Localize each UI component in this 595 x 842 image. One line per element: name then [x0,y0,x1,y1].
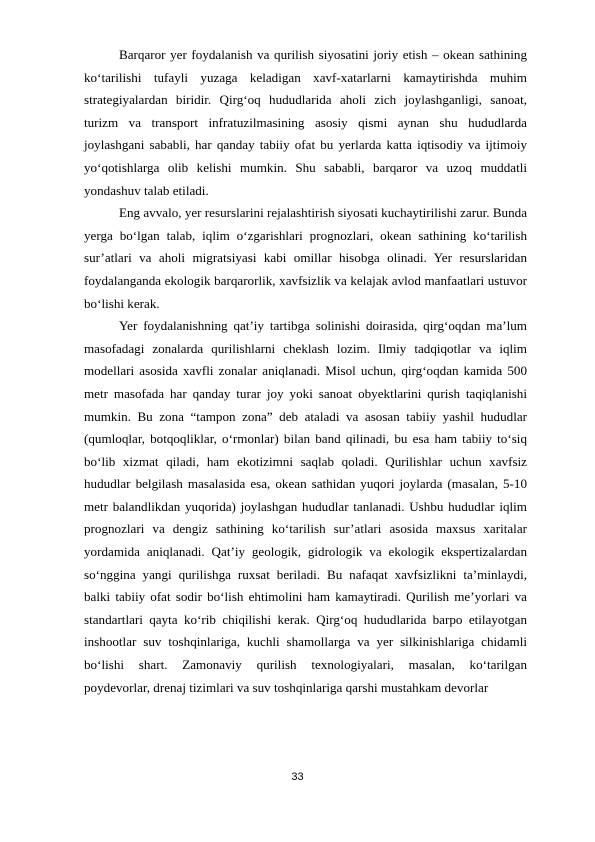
paragraph-1: Barqaror yer foydalanish va qurilish siyosatini joriy etish – okean sathining ko‘tarilishi tufayli yuzaga keladigan xavf-xatarlarni kamaytirishda muhim strategiyalardan biridir. Qirg‘oq hududlarida aholi zich joylashganligi, sanoat, turizm va transport infratuzilmasining asosiy qismi aynan shu hududlarda joylashgani sababli, har qanday tabiiy ofat bu yerlarda katta iqtisodiy va ijtimoiy yo‘qotishlarga olib kelishi mumkin. Shu sababli, barqaror va uzoq muddatli yondashuv talab etiladi. [84,47,527,198]
page-number: 33 [291,771,304,783]
document-body [84,44,527,699]
paragraph-2: Eng avvalo, yer resurslarini rejalashtirish siyosati kuchaytirilishi zarur. Bunda yerga bo‘lgan talab, iqlim o‘zgarishlari prognozlari, okean sathining ko‘tarilish sur’atlari va aholi migratsiyasi kabi omillar hisobga olinadi. Yer resurslaridan foydalanganda ekologik barqarorlik, xavfsizlik va kelajak avlod manfaatlari ustuvor bo‘lishi kerak. [84,205,527,311]
paragraph-3: Yer foydalanishning qat’iy tartibga solinishi doirasida, qirg‘oqdan ma’lum masofadagi zonalarda qurilishlarni cheklash lozim. Ilmiy tadqiqotlar va iqlim modellari asosida xavfli zonalar aniqlanadi. Misol uchun, qirg‘oqdan kamida 500 metr masofada har qanday turar joy yoki sanoat obyektlarini qurish taqiqlanishi mumkin. Bu zona “tampon zona” deb ataladi va asosan tabiiy yashil hududlar (qumloqlar, botqoqliklar, o‘rmonlar) bilan band qilinadi, bu esa ham tabiiy to‘siq bo‘lib xizmat qiladi, ham ekotizimni saqlab qoladi. Qurilishlar uchun xavfsiz hududlar belgilash masalasida esa, okean sathidan yuqori joylarda (masalan, 5-10 metr balandlikdan yuqorida) joylashgan hududlar tanlanadi. Ushbu hududlar iqlim prognozlari va dengiz sathining ko‘tarilish sur’atlari asosida maxsus xaritalar yordamida aniqlanadi. Qat’iy geologik, gidrologik va ekologik ekspertizalardan so‘nggina yangi qurilishga ruxsat beriladi. Bu nafaqat xavfsizlikni ta’minlaydi, balki tabiiy ofat sodir bo‘lish ehtimolini ham kamaytiradi. Qurilish me’yorlari va standartlari qayta ko‘rib chiqilishi kerak. Qirg‘oq hududlarida barpo etilayotgan inshootlar suv toshqinlariga, kuchli shamollarga va yer silkinishlariga chidamli bo‘lishi shart. Zamonaviy qurilish texnologiyalari, masalan, ko‘tarilgan poydevorlar, drenaj tizimlari va suv toshqinlariga qarshi mustahkam devorlar [84,318,527,695]
